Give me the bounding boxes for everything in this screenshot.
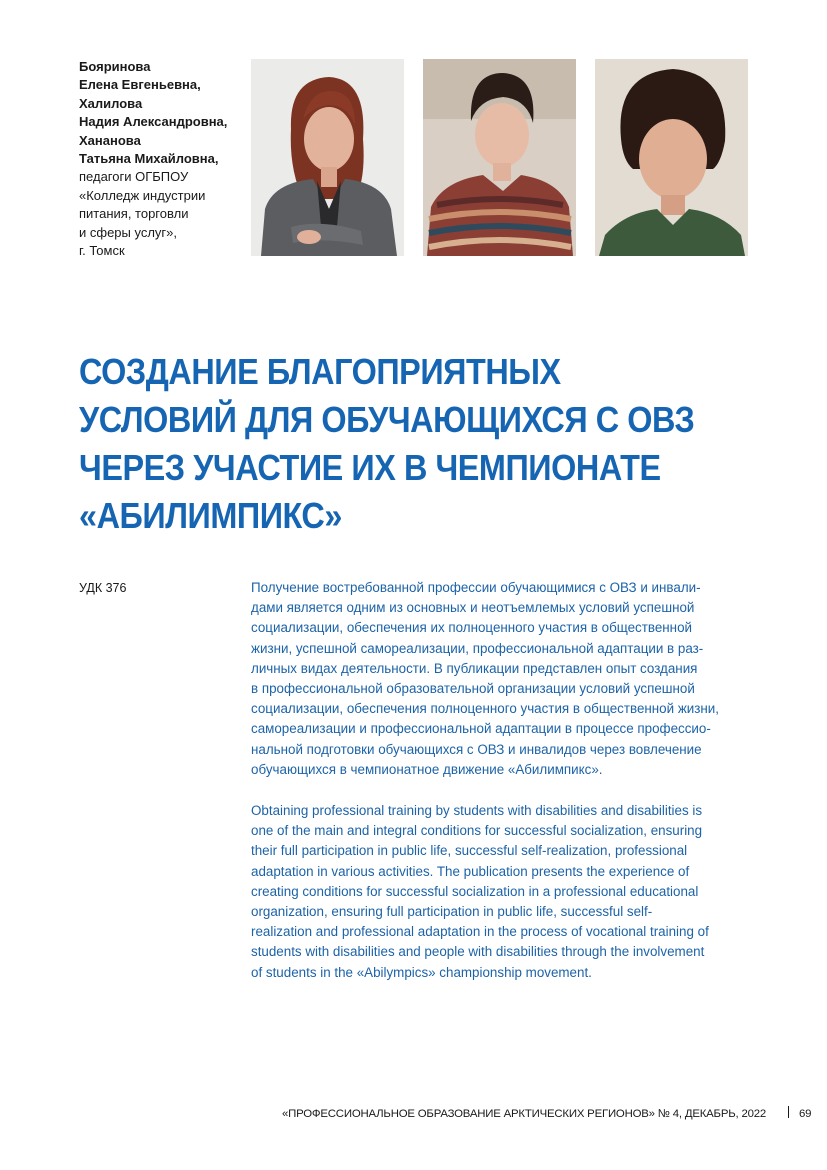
abstract-line: социализации, обеспечения полноценного участия в общественной жизни, [251, 701, 720, 717]
title-line: СОЗДАНИЕ БЛАГОПРИЯТНЫХ [79, 351, 561, 392]
abstract-line: of students in the «Abilympics» championship movement. [251, 964, 592, 980]
page-number: 69 [798, 1108, 812, 1120]
abstract-line: социализации, обеспечения их полноценного участия в общественной [251, 620, 693, 636]
abstract-line: дами является одним из основных и неотъемлемых условий успешной [251, 600, 695, 616]
author-surname-3: Хананова [79, 132, 141, 148]
abstract-line: adaptation in various activities. The publication presents the experience of [251, 863, 690, 879]
author-photo-2 [423, 59, 576, 256]
abstract-line: creating conditions for successful socialization in a professional educational [251, 883, 699, 899]
author-given-names-3: Татьяна Михайловна, [79, 151, 219, 167]
abstract-line: в профессиональной образовательной организации условий успешной [251, 681, 695, 697]
abstract-line: нальной подготовки обучающихся с ОВЗ и инвалидов через вовлечение [251, 741, 702, 757]
abstract-line: one of the main and integral conditions for successful socialization, ensuring [251, 823, 703, 839]
abstract-line: обучающихся в чемпионатное движение «Абилимпикс». [251, 761, 603, 777]
abstract-line: students with disabilities and people with disabilities through the involvement [251, 944, 705, 960]
abstract-russian [251, 578, 751, 780]
author-photo-3 [595, 59, 748, 256]
author-given-names-1: Елена Евгеньевна, [79, 77, 201, 93]
author-surname-1: Бояринова [79, 59, 151, 74]
udk-code: УДК 376 [79, 581, 127, 595]
journal-name: «ПРОФЕССИОНАЛЬНОЕ ОБРАЗОВАНИЕ АРКТИЧЕСКИХ РЕГИОНОВ» № 4, ДЕКАБРЬ, 2022 [282, 1108, 766, 1120]
footer-divider [788, 1106, 789, 1118]
page-footer [282, 1106, 811, 1120]
author-given-names-2: Надия Александровна, [79, 114, 228, 130]
title-line: «АБИЛИМПИКС» [79, 495, 342, 536]
author-block [79, 58, 249, 260]
abstract-line: Получение востребованной профессии обучающимися с ОВЗ и инвали- [251, 580, 701, 595]
abstract-line: Obtaining professional training by students with disabilities and disabilities is [251, 803, 703, 818]
abstract-line: личных видах деятельности. В публикации представлен опыт создания [251, 660, 698, 676]
abstract-line: their full participation in public life, successful self-realization, professional [251, 843, 688, 859]
author-affiliation: педагоги ОГБПОУ «Колледж индустрии питания, торговли и сферы услуг», г. Томск [79, 169, 206, 259]
abstract-line: realization and professional adaptation in the process of vocational training of [251, 924, 709, 940]
author-photo-1 [251, 59, 404, 256]
author-surname-2: Халилова [79, 95, 143, 111]
abstract-line: жизни, успешной самореализации, профессиональной адаптации в раз- [251, 640, 704, 656]
title-line: ЧЕРЕЗ УЧАСТИЕ ИХ В ЧЕМПИОНАТЕ [79, 447, 661, 488]
abstract-english [251, 801, 751, 983]
title-line: УСЛОВИЙ ДЛЯ ОБУЧАЮЩИХСЯ С ОВЗ [79, 399, 695, 440]
article-title [79, 348, 727, 540]
abstract-line: самореализации и профессиональной адаптации в процессе профессио- [251, 721, 711, 737]
abstract-line: organization, ensuring full participation in public life, successful self- [251, 904, 653, 920]
